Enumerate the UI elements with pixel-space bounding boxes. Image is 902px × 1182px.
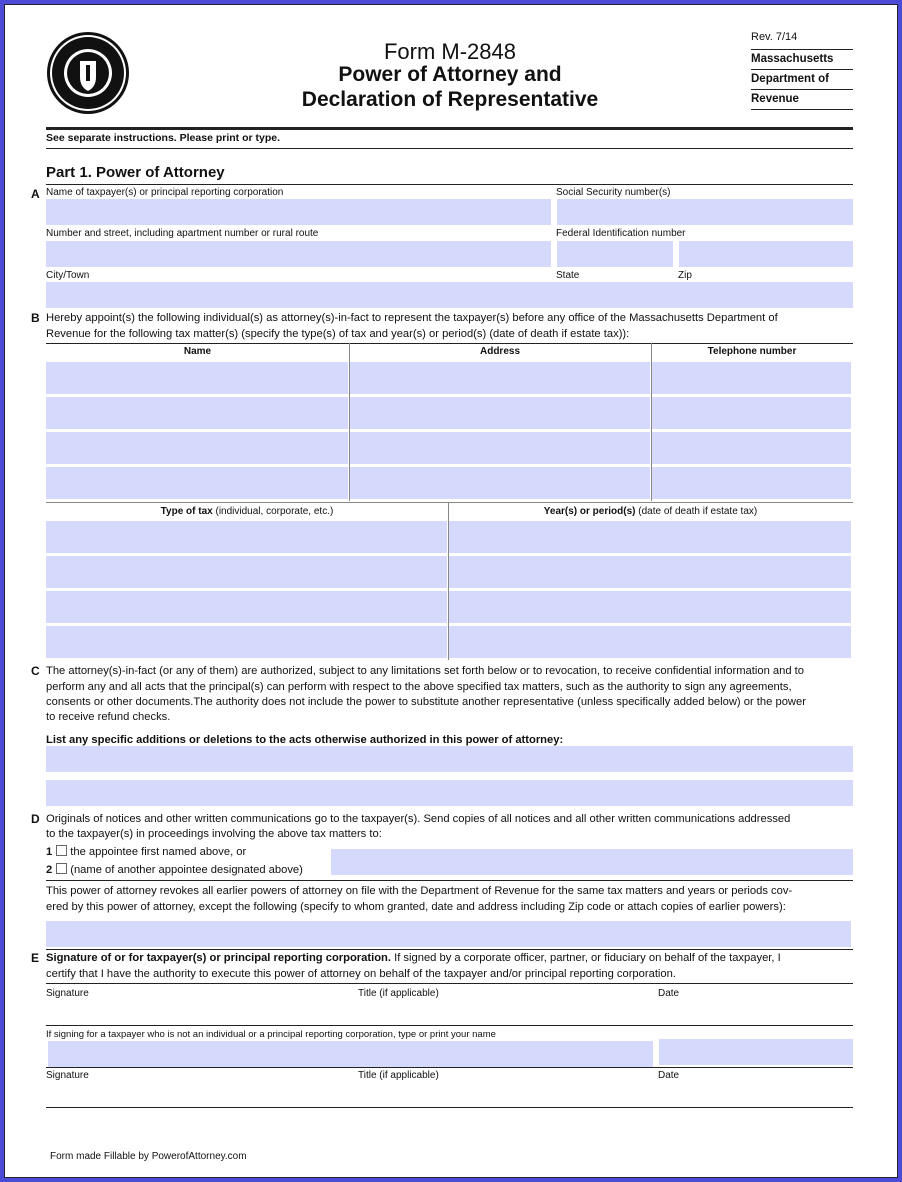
appointee-name-field-4[interactable] — [46, 467, 348, 499]
e-text-line2: certify that I have the authority to execute this power of attorney on behalf of the taxpayer and/or principal reporting corporation. — [46, 968, 676, 980]
nonindividual-date-field[interactable] — [659, 1039, 853, 1065]
section-letter-a: A — [31, 187, 40, 201]
tax-type-field-4[interactable] — [46, 626, 447, 658]
d-text-line1: Originals of notices and other written communications go to the taxpayer(s). Send copies of all notices and all other written communications addressed — [46, 813, 791, 825]
agency-line3: Revenue — [751, 93, 799, 105]
revoke-text-line2: ered by this power of attorney, except the following (specify to whom granted, date and address including Zip code or attach copies of earlier powers): — [46, 901, 786, 913]
b-text-line1: Hereby appoint(s) the following individual(s) as attorney(s)-in-fact to represent the taxpayer(s) before any office of the Massachusetts Department of — [46, 312, 778, 324]
taxpayer-name-label: Name of taxpayer(s) or principal reporting corporation — [46, 187, 284, 198]
agency-line1: Massachusetts — [751, 53, 834, 65]
ssn-label: Social Security number(s) — [556, 187, 671, 198]
taxpayer-name-field[interactable] — [46, 199, 551, 225]
nonindividual-label: If signing for a taxpayer who is not an individual or a principal reporting corporation, type or print your name — [46, 1029, 496, 1040]
form-title-line2: Declaration of Representative — [301, 88, 599, 111]
instructions-note: See separate instructions. Please print or type. — [46, 132, 280, 144]
additions-field-2[interactable] — [46, 780, 853, 806]
city-label: City/Town — [46, 270, 90, 281]
zip-label: Zip — [678, 270, 692, 281]
col-years: Year(s) or period(s) (date of death if estate tax) — [543, 506, 758, 517]
form-number: Form M-2848 — [383, 39, 517, 64]
signature-label-2: Signature — [46, 1070, 89, 1081]
date-label-2: Date — [658, 1070, 680, 1081]
tax-type-field-2[interactable] — [46, 556, 447, 588]
appointee-name-field-1[interactable] — [46, 362, 348, 394]
option-2-checkbox[interactable] — [56, 863, 67, 874]
tax-type-field-3[interactable] — [46, 591, 447, 623]
additions-field-1[interactable] — [46, 746, 853, 772]
c-text-line3: consents or other documents.The authority does not include the power to substitute another representative (unless specifically added below) or the power — [46, 696, 806, 708]
state-label: State — [556, 270, 580, 281]
form-page — [4, 4, 898, 1178]
section-letter-c: C — [31, 664, 40, 678]
fid-field-1[interactable] — [557, 241, 673, 267]
appointee-phone-field-3[interactable] — [652, 432, 851, 464]
appointee-phone-field-1[interactable] — [652, 362, 851, 394]
additions-heading: List any specific additions or deletions to the acts otherwise authorized in this power of attorney: — [46, 734, 564, 746]
appointee-name-field-3[interactable] — [46, 432, 348, 464]
title-label-1: Title (if applicable) — [358, 988, 439, 999]
other-appointee-field[interactable] — [331, 849, 853, 875]
street-label: Number and street, including apartment number or rural route — [46, 228, 319, 239]
option-1: 1 the appointee first named above, or — [46, 846, 247, 858]
street-field[interactable] — [46, 241, 551, 267]
option-2: 2 (name of another appointee designated above) — [46, 864, 303, 876]
c-text-line4: to receive refund checks. — [46, 711, 171, 723]
part1-title: Part 1. Power of Attorney — [46, 164, 225, 181]
section-letter-e: E — [31, 951, 40, 965]
title-label-2: Title (if applicable) — [358, 1070, 439, 1081]
col-address: Address — [479, 346, 520, 357]
footer-credit: Form made Fillable by PowerofAttorney.com — [50, 1151, 247, 1162]
d-text-line2: to the taxpayer(s) in proceedings involving the above tax matters to: — [46, 828, 382, 840]
fid-label: Federal Identification number — [556, 228, 686, 239]
agency-line2: Department of — [751, 73, 829, 85]
appointee-phone-field-4[interactable] — [652, 467, 851, 499]
appointee-address-field-3[interactable] — [350, 432, 650, 464]
ssn-field[interactable] — [557, 199, 853, 225]
option-1-checkbox[interactable] — [56, 845, 67, 856]
b-text-line2: Revenue for the following tax matter(s) (specify the type(s) of tax and year(s) or period(s) (date of death if estate tax)): — [46, 328, 630, 340]
date-label-1: Date — [658, 988, 680, 999]
appointee-address-field-1[interactable] — [350, 362, 650, 394]
form-title-line1: Power of Attorney and — [338, 63, 562, 86]
tax-type-field-1[interactable] — [46, 521, 447, 553]
signature-label-1: Signature — [46, 988, 89, 999]
tax-year-field-3[interactable] — [449, 591, 851, 623]
section-letter-b: B — [31, 311, 40, 325]
col-type-of-tax: Type of tax (individual, corporate, etc.) — [160, 506, 334, 517]
tax-year-field-4[interactable] — [449, 626, 851, 658]
col-phone: Telephone number — [707, 346, 797, 357]
c-text-line2: perform any and all acts that the principal(s) can perform with respect to the above specified tax matters, such as the authority to sign any agreements, — [46, 681, 792, 693]
appointee-name-field-2[interactable] — [46, 397, 348, 429]
appointee-address-field-2[interactable] — [350, 397, 650, 429]
fid-field-2[interactable] — [679, 241, 853, 267]
section-letter-d: D — [31, 812, 40, 826]
c-text-line1: The attorney(s)-in-fact (or any of them) are authorized, subject to any limitations set forth below or to revocation, to receive confidential information and to — [46, 665, 805, 677]
tax-year-field-1[interactable] — [449, 521, 851, 553]
revoke-exceptions-field[interactable] — [46, 921, 851, 947]
e-text-line1: Signature of or for taxpayer(s) or principal reporting corporation. If signed by a corporate officer, partner, or fiduciary on behalf of the taxpayer, I — [46, 952, 781, 964]
revision: Rev. 7/14 — [751, 31, 798, 43]
tax-year-field-2[interactable] — [449, 556, 851, 588]
city-state-zip-field[interactable] — [46, 282, 853, 308]
revoke-text-line1: This power of attorney revokes all earlier powers of attorney on file with the Department of Revenue for the same tax matters and years or periods cov- — [46, 885, 793, 897]
nonindividual-name-field[interactable] — [48, 1041, 653, 1067]
col-name: Name — [183, 346, 212, 357]
appointee-phone-field-2[interactable] — [652, 397, 851, 429]
appointee-address-field-4[interactable] — [350, 467, 650, 499]
